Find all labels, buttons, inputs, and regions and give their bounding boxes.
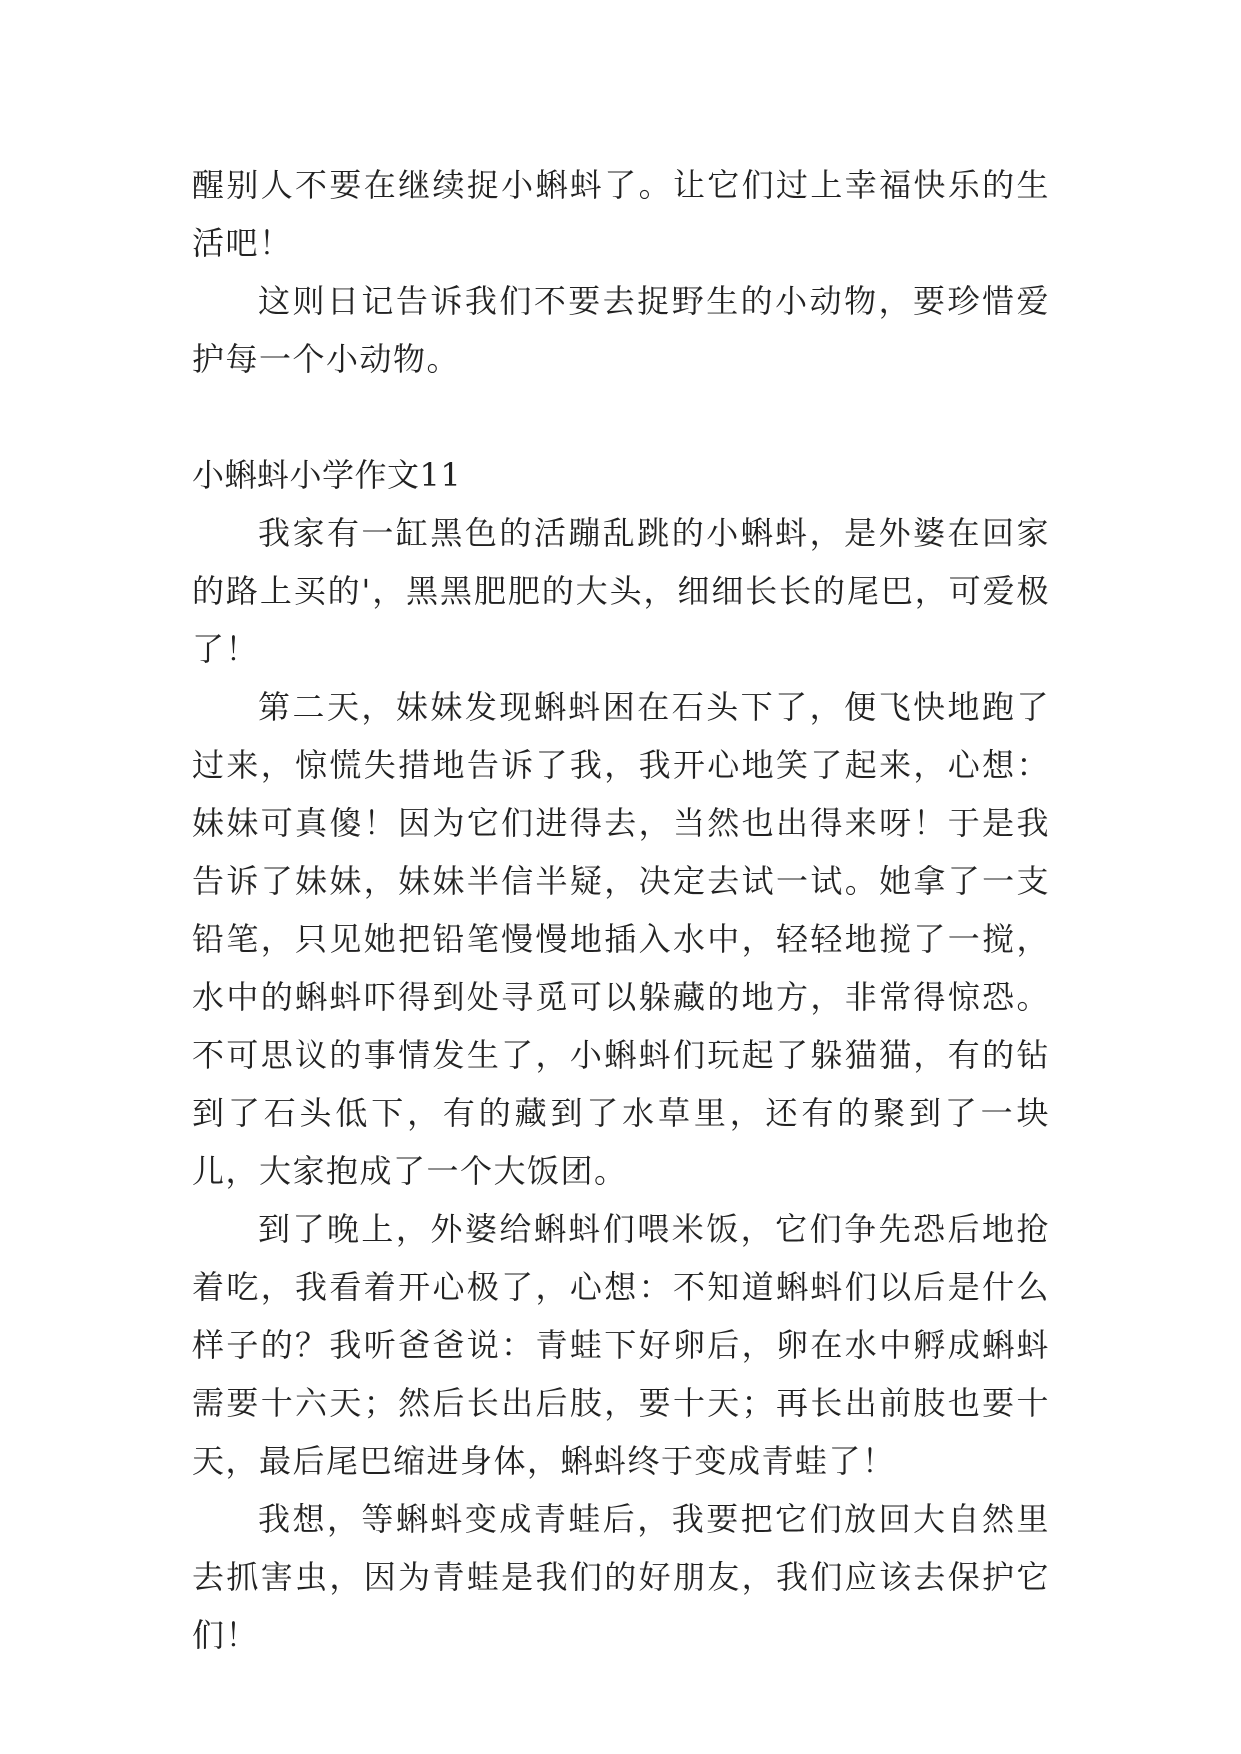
essay-paragraph-2: 第二天，妹妹发现蝌蚪困在石头下了，便飞快地跑了过来，惊慌失措地告诉了我，我开心地笑了起来，心想：妹妹可真傻！因为它们进得去，当然也出得来呀！于是我告诉了妹妹，妹妹半信半疑，决定去试一试。她拿了一支铅笔，只见她把铅笔慢慢地插入水中，轻轻地搅了一搅，水中的蝌蚪吓得到处寻觅可以躲藏的地方，非常得惊恐。不可思议的事情发生了，小蝌蚪们玩起了躲猫猫，有的钻到了石头低下，有的藏到了水草里，还有的聚到了一块儿，大家抱成了一个大饭团。 bbox=[192, 688, 1050, 1190]
continuation-block bbox=[192, 156, 1050, 272]
essay-body bbox=[192, 504, 1050, 1664]
essay-paragraph-3: 到了晚上，外婆给蝌蚪们喂米饭，它们争先恐后地抢着吃，我看着开心极了，心想：不知道蝌蚪们以后是什么样子的？我听爸爸说：青蛙下好卵后，卵在水中孵成蝌蚪需要十六天；然后长出后肢，要十天；再长出前肢也要十天，最后尾巴缩进身体，蝌蚪终于变成青蛙了！ bbox=[192, 1210, 1050, 1480]
essay-paragraph-1: 我家有一缸黑色的活蹦乱跳的小蝌蚪，是外婆在回家的路上买的'，黑黑肥肥的大头，细细长长的尾巴，可爱极了！ bbox=[192, 514, 1050, 668]
essay-title: 小蝌蚪小学作文11 bbox=[192, 456, 462, 494]
continuation-paragraph: 醒别人不要在继续捉小蝌蚪了。让它们过上幸福快乐的生活吧！ bbox=[192, 166, 1050, 262]
essay-paragraph-4: 我想，等蝌蚪变成青蛙后，我要把它们放回大自然里去抓害虫，因为青蛙是我们的好朋友，我们应该去保护它们！ bbox=[192, 1500, 1050, 1654]
conclusion-block bbox=[192, 272, 1050, 388]
conclusion-paragraph: 这则日记告诉我们不要去捉野生的小动物，要珍惜爱护每一个小动物。 bbox=[192, 282, 1050, 378]
essay-title-block bbox=[192, 446, 1050, 504]
